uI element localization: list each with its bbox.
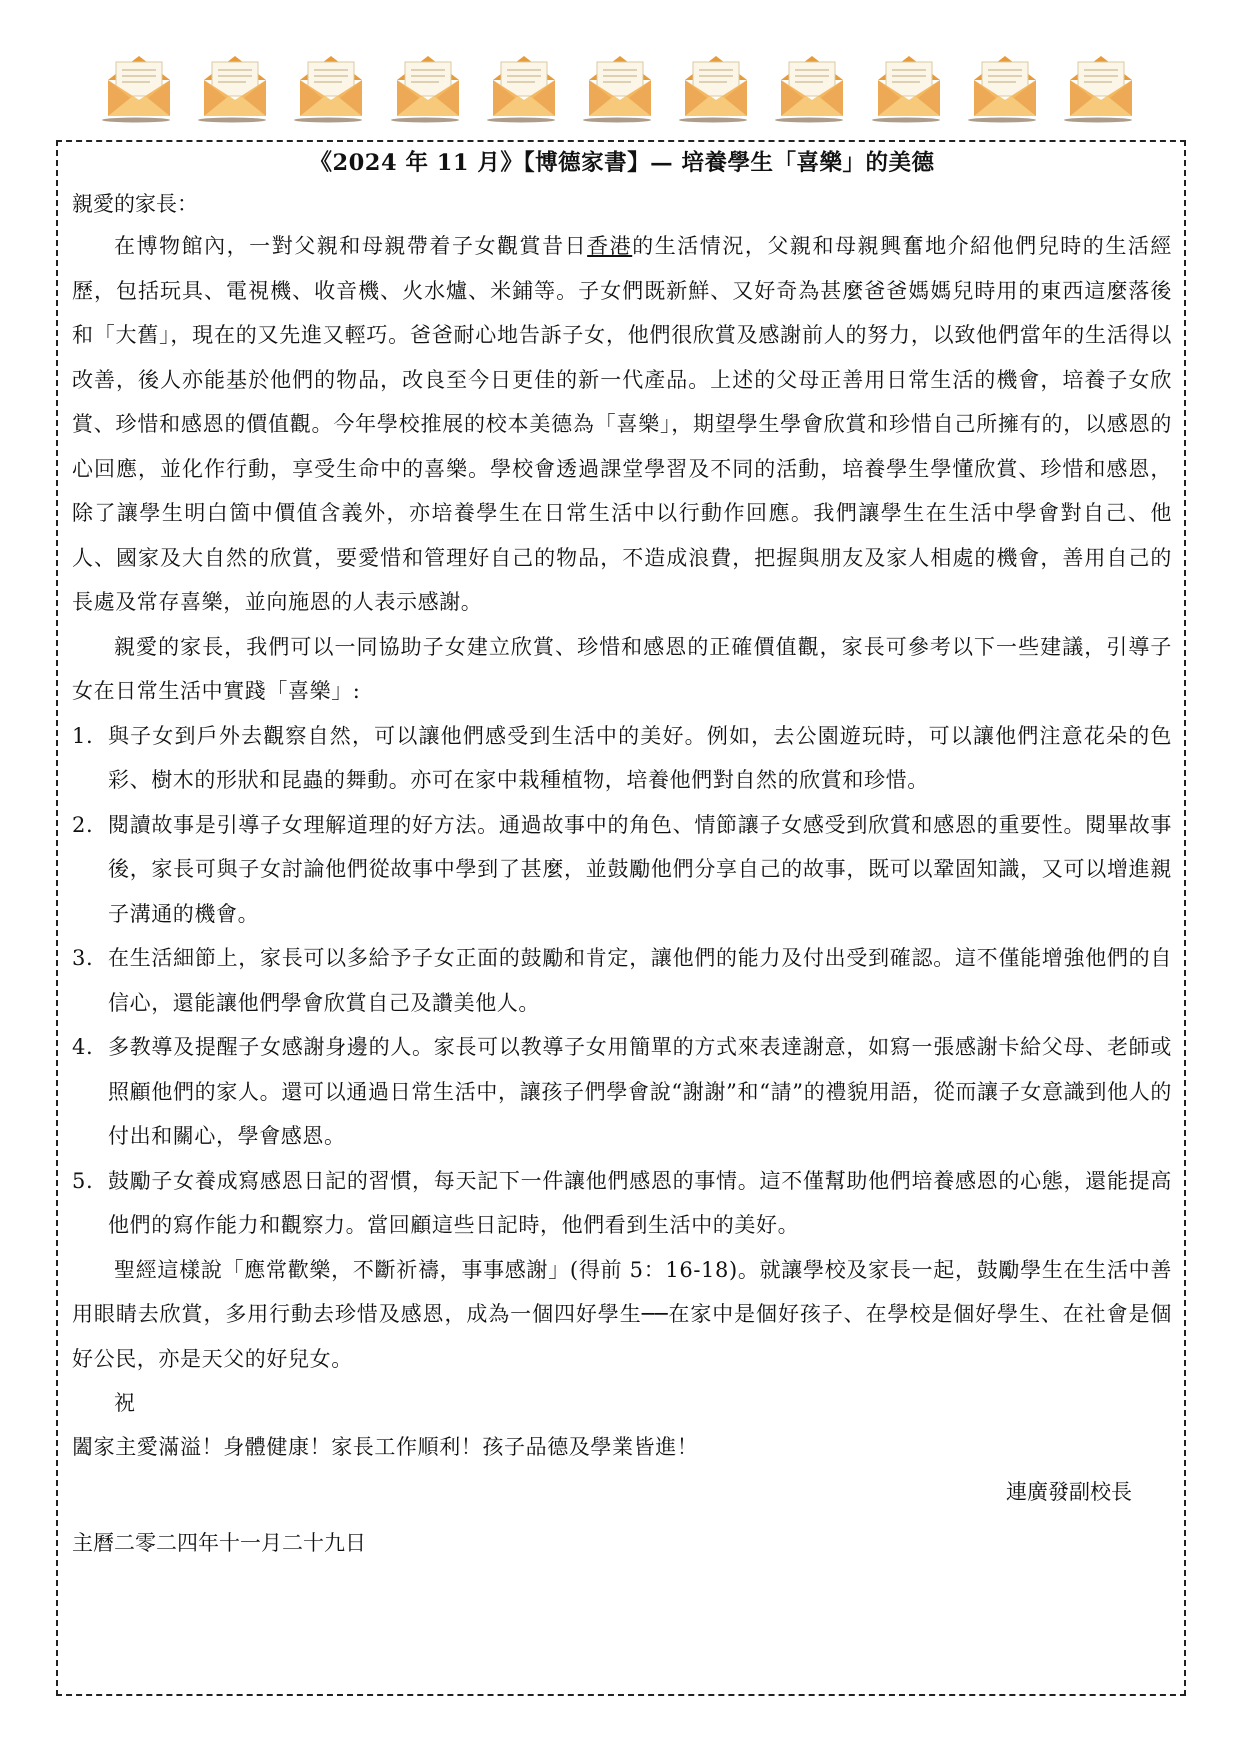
list-item-number: 2. bbox=[72, 812, 94, 837]
list-item bbox=[72, 1159, 1172, 1248]
open-envelope-icon bbox=[677, 48, 755, 124]
list-item-number: 5. bbox=[72, 1168, 94, 1193]
salutation: 親愛的家長： bbox=[72, 192, 198, 216]
scripture-paragraph: 聖經這樣說「應常歡樂，不斷祈禱，事事感謝」(得前 5：16-18)。就讓學校及家長一起，鼓勵學生在生活中善用眼睛去欣賞，多用行動去珍惜及感恩，成為一個四好學生──在家中是個好孩子、在學校是個好學生、在社會是個好公民，亦是天父的好兒女。 bbox=[72, 1257, 1172, 1371]
open-envelope-icon bbox=[581, 48, 659, 124]
open-envelope-icon bbox=[292, 48, 370, 124]
list-item bbox=[72, 714, 1172, 803]
list-item bbox=[72, 1025, 1172, 1159]
open-envelope-icon bbox=[1062, 48, 1140, 124]
letter-date: 主曆二零二四年十一月二十九日 bbox=[72, 1531, 366, 1555]
open-envelope-icon bbox=[485, 48, 563, 124]
letter-title: 《2024 年 11 月》【博德家書】— 培養學生「喜樂」的美德 bbox=[309, 150, 935, 176]
envelope-decoration-row bbox=[100, 48, 1140, 124]
signature: 連廣發副校長 bbox=[1006, 1480, 1132, 1504]
blessing-line: 闔家主愛滿溢！身體健康！家長工作順利！孩子品德及學業皆進！ bbox=[72, 1435, 699, 1459]
open-envelope-icon bbox=[389, 48, 467, 124]
intro-text-rest: 的生活情況，父親和母親興奮地介紹他們兒時的生活經歷，包括玩具、電視機、收音機、火水爐、米鋪等。子女們既新鮮、又好奇為甚麼爸爸媽媽兒時用的東西這麼落後和「大舊」，現在的又先進又輕巧。爸爸耐心地告訴子女，他們很欣賞及感謝前人的努力，以致他們當年的生活得以改善，後人亦能基於他們的物品，改良至今日更佳的新一代產品。上述的父母正善用日常生活的機會，培養子女欣賞、珍惜和感恩的價值觀。今年學校推展的校本美德為「喜樂」，期望學生學會欣賞和珍惜自己所擁有的，以感恩的心回應，並化作行動，享受生命中的喜樂。學校會透過課堂學習及不同的活動，培養學生學懂欣賞、珍惜和感恩，除了讓學生明白箇中價值含義外，亦培養學生在日常生活中以行動作回應。我們讓學生在生活中學會對自己、他人、國家及大自然的欣賞，要愛惜和管理好自己的物品，不造成浪費，把握與朋友及家人相處的機會，善用自己的長處及常存喜樂，並向施恩的人表示感謝。 bbox=[72, 234, 1172, 614]
list-item bbox=[72, 936, 1172, 1025]
list-item-text: 在生活細節上，家長可以多給予子女正面的鼓勵和肯定，讓他們的能力及付出受到確認。這不僅能增強他們的自信心，還能讓他們學會欣賞自己及讚美他人。 bbox=[108, 946, 1172, 1015]
list-item-text: 閱讀故事是引導子女理解道理的好方法。通過故事中的角色、情節讓子女感受到欣賞和感恩的重要性。閱畢故事後，家長可與子女討論他們從故事中學到了甚麼，並鼓勵他們分享自己的故事，既可以鞏固知識，又可以增進親子溝通的機會。 bbox=[108, 812, 1172, 926]
list-item-number: 1. bbox=[72, 723, 94, 748]
open-envelope-icon bbox=[773, 48, 851, 124]
list-item-text: 多教導及提醒子女感謝身邊的人。家長可以教導子女用簡單的方式來表達謝意，如寫一張感謝卡給父母、老師或照顧他們的家人。還可以通過日常生活中，讓孩子們學會說“謝謝”和“請”的禮貌用語，從而讓子女意識到他人的付出和關心，學會感恩。 bbox=[108, 1035, 1172, 1148]
intro-paragraph bbox=[72, 224, 1172, 625]
open-envelope-icon bbox=[100, 48, 178, 124]
intro-text-start: 在博物館內，一對父親和母親帶着子女觀賞昔日 bbox=[114, 234, 588, 258]
suggestion-intro-paragraph: 親愛的家長，我們可以一同協助子女建立欣賞、珍惜和感恩的正確價值觀，家長可參考以下一些建議，引導子女在日常生活中實踐「喜樂」: bbox=[72, 634, 1172, 703]
list-item bbox=[72, 803, 1172, 937]
open-envelope-icon bbox=[196, 48, 274, 124]
suggestion-list bbox=[72, 714, 1172, 1248]
list-item-text: 鼓勵子女養成寫感恩日記的習慣，每天記下一件讓他們感恩的事情。這不僅幫助他們培養感恩的心態，還能提高他們的寫作能力和觀察力。當回顧這些日記時，他們看到生活中的美好。 bbox=[108, 1168, 1172, 1237]
list-item-text: 與子女到戶外去觀察自然，可以讓他們感受到生活中的美好。例如，去公園遊玩時，可以讓他們注意花朵的色彩、樹木的形狀和昆蟲的舞動。亦可在家中栽種植物，培養他們對自然的欣賞和珍惜。 bbox=[108, 723, 1172, 792]
list-item-number: 3. bbox=[72, 946, 94, 970]
closing-wish: 祝 bbox=[114, 1391, 135, 1415]
letter-content bbox=[72, 146, 1172, 1565]
list-item-number: 4. bbox=[72, 1035, 94, 1059]
open-envelope-icon bbox=[966, 48, 1044, 124]
intro-underlined-text: 香港 bbox=[587, 234, 633, 258]
open-envelope-icon bbox=[870, 48, 948, 124]
